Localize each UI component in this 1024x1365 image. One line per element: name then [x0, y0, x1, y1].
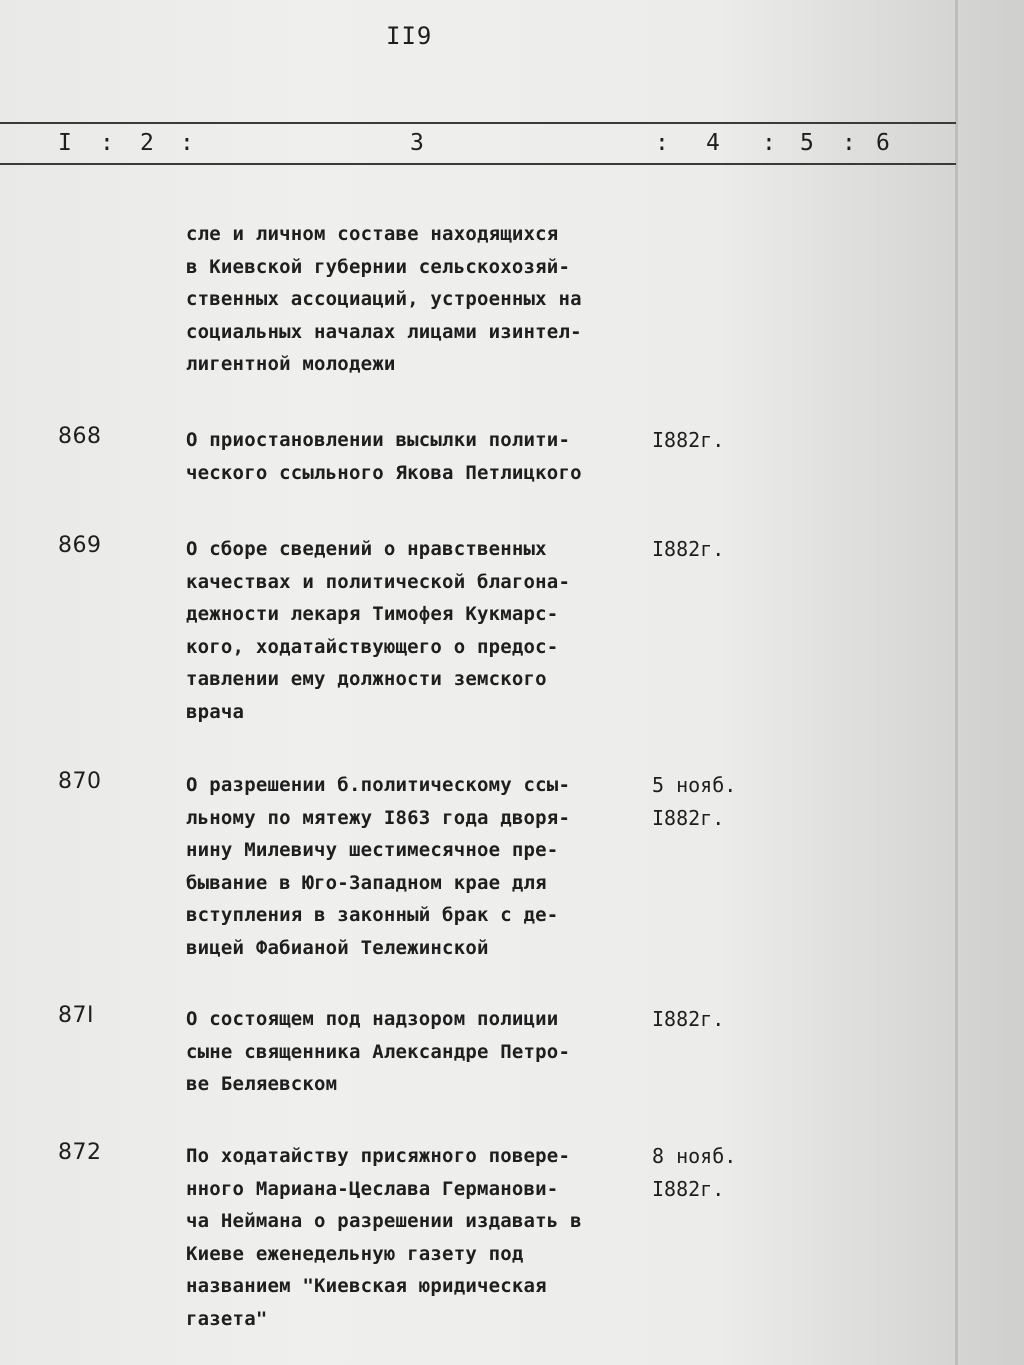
- entry-number: 87I: [58, 1003, 94, 1028]
- column-separator: :: [180, 130, 194, 156]
- entry-date: I882г.: [652, 537, 725, 561]
- column-separator: :: [100, 130, 114, 156]
- entry-title: О сборе сведений о нравственных качествах и политической благона- дежности лекаря Тимофея Кукмарс- кого, ходатайствующего о предос- тавлении ему должности земского врача: [186, 538, 571, 723]
- column-header-1: I: [58, 130, 72, 156]
- column-separator: :: [655, 130, 669, 156]
- column-header-2: 2: [140, 130, 154, 156]
- column-header-5: 5: [800, 130, 814, 156]
- entry-number: 869: [58, 533, 102, 558]
- entry-date: I882г.: [652, 428, 725, 452]
- column-header-4: 4: [706, 130, 720, 156]
- column-separator: :: [842, 130, 856, 156]
- entry-date: 8 нояб. I882г.: [652, 1144, 737, 1201]
- entry-date: I882г.: [652, 1007, 725, 1031]
- column-separator: :: [762, 130, 776, 156]
- entry-number: 870: [58, 769, 102, 794]
- entry-number: 868: [58, 424, 102, 449]
- column-header-6: 6: [876, 130, 890, 156]
- column-header-3: 3: [410, 130, 424, 156]
- entry-date: 5 нояб. I882г.: [652, 773, 737, 830]
- page-number: II9: [386, 22, 433, 50]
- entry-title: По ходатайству присяжного повере- нного Мариана-Цеслава Германови- ча Неймана о разрешении издавать в Киеве еженедельную газету под названием "Киевская юридическая газета": [186, 1145, 582, 1330]
- entry-title: О состоящем под надзором полиции сыне священника Александре Петро- ве Беляевском: [186, 1008, 571, 1095]
- entry-number: 872: [58, 1140, 102, 1165]
- entry-title: О разрешении б.политическому ссы- льному по мятежу I863 года дворя- нину Милевичу шестимесячное пре- бывание в Юго-Западном крае для вступления в законный брак с де- вицей Фабианой Тележинской: [186, 774, 571, 959]
- entry-title: О приостановлении высылки полити- ческого ссыльного Якова Петлицкого: [186, 429, 582, 484]
- entry-title: сле и личном составе находящихся в Киевской губернии сельскохозяй- ственных ассоциаций, устроенных на социальных началах лицами изинтел- лигентной молодежи: [186, 223, 582, 375]
